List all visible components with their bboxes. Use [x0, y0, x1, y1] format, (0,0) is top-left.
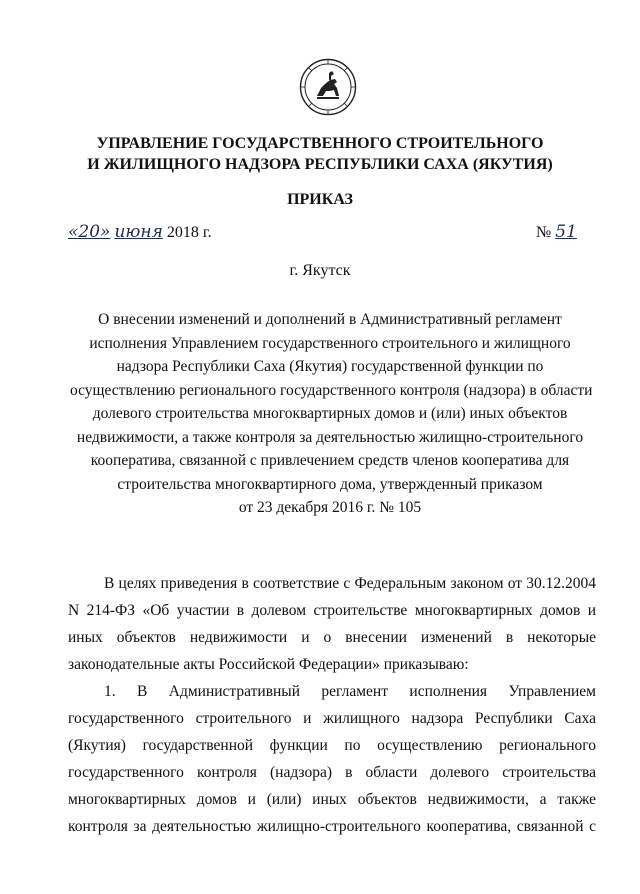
date-day: 20 [78, 222, 101, 242]
item-line: 1. В Административный регламент исполнения Управлением [104, 683, 596, 700]
item-line: контроля за деятельностью жилищно-строительного кооператива, связанной с [68, 818, 596, 835]
subject-line: недвижимости, а также контроля за деятельностью жилищно-строительного [76, 428, 584, 446]
paragraph-line: иных объектов недвижимости и о внесении изменений в некоторые [68, 629, 596, 646]
order-body [68, 570, 596, 840]
item-line: государственного строительного и жилищного надзора Республики Саха [68, 710, 596, 727]
date-year: 2018 [166, 224, 199, 241]
subject-line: кооператива, связанной с привлечением средств членов кооператива для [90, 452, 570, 469]
date-open-quote: « [68, 222, 79, 242]
city: г. Якутск [289, 262, 351, 279]
order-subject [70, 308, 593, 520]
order-date [68, 222, 212, 242]
subject-line: осуществлению регионального государственного контроля (надзора) в области [70, 381, 593, 399]
document-type-title: ПРИКАЗ [287, 191, 353, 208]
paragraph-line: N 214-ФЗ «Об участии в долевом строительстве многоквартирных домов и [68, 602, 596, 619]
item-line: (Якутия) государственной функции по осуществлению регионального [68, 737, 596, 754]
header-line-2: И ЖИЛИЩНОГО НАДЗОРА РЕСПУБЛИКИ САХА (ЯКУТИЯ) [87, 156, 553, 173]
number-prefix: № [536, 224, 552, 241]
date-month: июня [114, 222, 163, 242]
date-suffix: г. [202, 224, 212, 241]
coat-of-arms-emblem-icon [299, 58, 357, 116]
item-line: государственного контроля (надзора) в области долевого строительства [68, 764, 596, 781]
subject-line: исполнения Управлением государственного строительного и жилищного [89, 334, 571, 352]
subject-line: от 23 декабря 2016 г. № 105 [238, 499, 422, 516]
subject-line: надзора Республики Саха (Якутия) государственной функции по [116, 358, 544, 375]
paragraph-line: В целях приведения в соответствие с Федеральным законом от 30.12.2004 [104, 575, 596, 592]
header-line-1: УПРАВЛЕНИЕ ГОСУДАРСТВЕННОГО СТРОИТЕЛЬНОГО [96, 135, 544, 152]
item-line: многоквартирных домов и (или) иных объектов недвижимости, а также [68, 791, 596, 808]
number-value: 51 [555, 222, 577, 242]
subject-line: О внесении изменений и дополнений в Административный регламент [98, 311, 562, 328]
subject-line: строительства многоквартирного дома, утвержденный приказом [117, 475, 543, 493]
subject-line: долевого строительства многоквартирных домов и (или) иных объектов [92, 405, 568, 422]
paragraph-line: законодательные акты Российской Федерации» приказываю: [68, 656, 469, 673]
order-number [536, 222, 577, 242]
date-close-quote: » [100, 222, 111, 242]
